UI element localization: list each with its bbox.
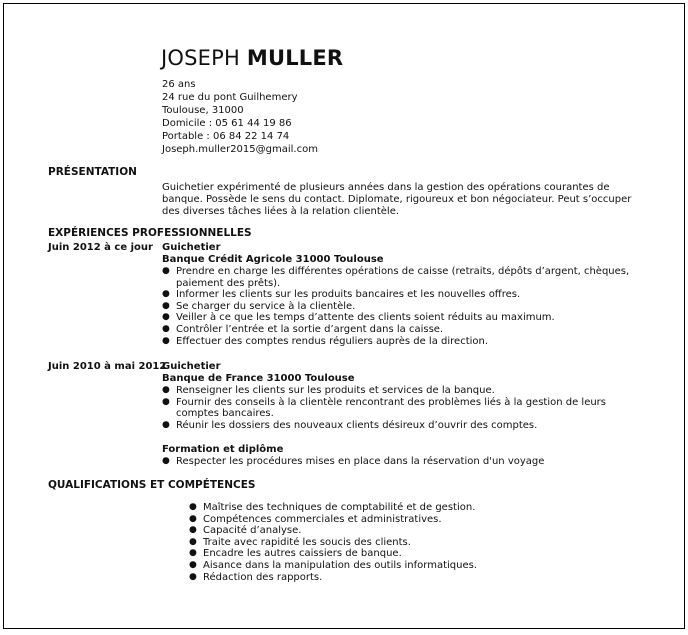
presentation-text: Guichetier expérimenté de plusieurs années dans la gestion des opérations courantes de banque. Possède le sens du contact. Diplomate, rigoureux et bon négociateur. Peut s’occuper des diverses tâches liées à la relation clientèle. — [162, 182, 632, 217]
qualifications-block — [189, 502, 619, 583]
list-item: ● Traite avec rapidité les soucis des clients. — [189, 537, 619, 549]
experience-2-employer: Banque de France 31000 Toulouse — [162, 373, 355, 384]
resume-page — [3, 3, 685, 629]
list-item: ● Capacité d’analyse. — [189, 525, 619, 537]
formation-title: Formation et diplôme — [162, 444, 284, 455]
list-item: ● Aisance dans la manipulation des outils informatiques. — [189, 560, 619, 572]
experience-2-tasks — [162, 385, 642, 431]
contact-block — [162, 78, 318, 156]
list-item: ● Réunir les dossiers des nouveaux clients désireux d’ouvrir des comptes. — [162, 420, 642, 432]
list-item: ● Renseigner les clients sur les produits et services de la banque. — [162, 385, 642, 397]
experience-1-employer: Banque Crédit Agricole 31000 Toulouse — [162, 254, 384, 265]
list-item: ● Fournir des conseils à la clientèle rencontrant des problèmes liés à la gestion de leurs comptes bancaires. — [162, 397, 642, 420]
list-item: ● Informer les clients sur les produits bancaires et les nouvelles offres. — [162, 289, 642, 301]
qualifications-list — [189, 502, 619, 583]
age: 26 ans — [162, 79, 196, 90]
qualifications-heading: QUALIFICATIONS ET COMPÉTENCES — [48, 479, 256, 491]
city: Toulouse, 31000 — [162, 105, 244, 116]
list-item: ● Rédaction des rapports. — [189, 572, 619, 584]
experience-1-title: Guichetier — [162, 242, 221, 253]
formation — [162, 444, 642, 468]
list-item: ● Encadre les autres caissiers de banque. — [189, 548, 619, 560]
last-name: MULLER — [246, 46, 344, 70]
experience-1 — [162, 242, 642, 347]
list-item: ● Se charger du service à la clientèle. — [162, 301, 642, 313]
mobile-phone: Portable : 06 84 22 14 74 — [162, 131, 290, 142]
list-item: ● Prendre en charge les différentes opérations de caisse (retraits, dépôts d’argent, chèques, paiement des prêts). — [162, 266, 642, 289]
street-address: 24 rue du pont Guilhemery — [162, 92, 298, 103]
experience-1-tasks — [162, 266, 642, 347]
experiences-heading: EXPÉRIENCES PROFESSIONNELLES — [48, 227, 252, 239]
list-item: ● Veiller à ce que les temps d’attente des clients soient réduits au maximum. — [162, 312, 642, 324]
list-item: ● Effectuer des comptes rendus réguliers auprès de la direction. — [162, 336, 642, 348]
candidate-name — [161, 46, 343, 70]
list-item: ● Maîtrise des techniques de comptabilité et de gestion. — [189, 502, 619, 514]
experience-1-date: Juin 2012 à ce jour — [48, 242, 153, 253]
list-item: ● Compétences commerciales et administratives. — [189, 514, 619, 526]
presentation-heading: PRÉSENTATION — [48, 166, 137, 178]
email: Joseph.muller2015@gmail.com — [162, 144, 318, 155]
experience-2 — [162, 361, 642, 431]
first-name: JOSEPH — [161, 46, 240, 70]
list-item: ● Respecter les procédures mises en place dans la réservation d'un voyage — [162, 456, 642, 468]
experience-2-date: Juin 2010 à mai 2012 — [48, 361, 167, 372]
formation-list — [162, 456, 642, 468]
experience-2-title: Guichetier — [162, 361, 221, 372]
list-item: ● Contrôler l’entrée et la sortie d’argent dans la caisse. — [162, 324, 642, 336]
home-phone: Domicile : 05 61 44 19 86 — [162, 118, 292, 129]
